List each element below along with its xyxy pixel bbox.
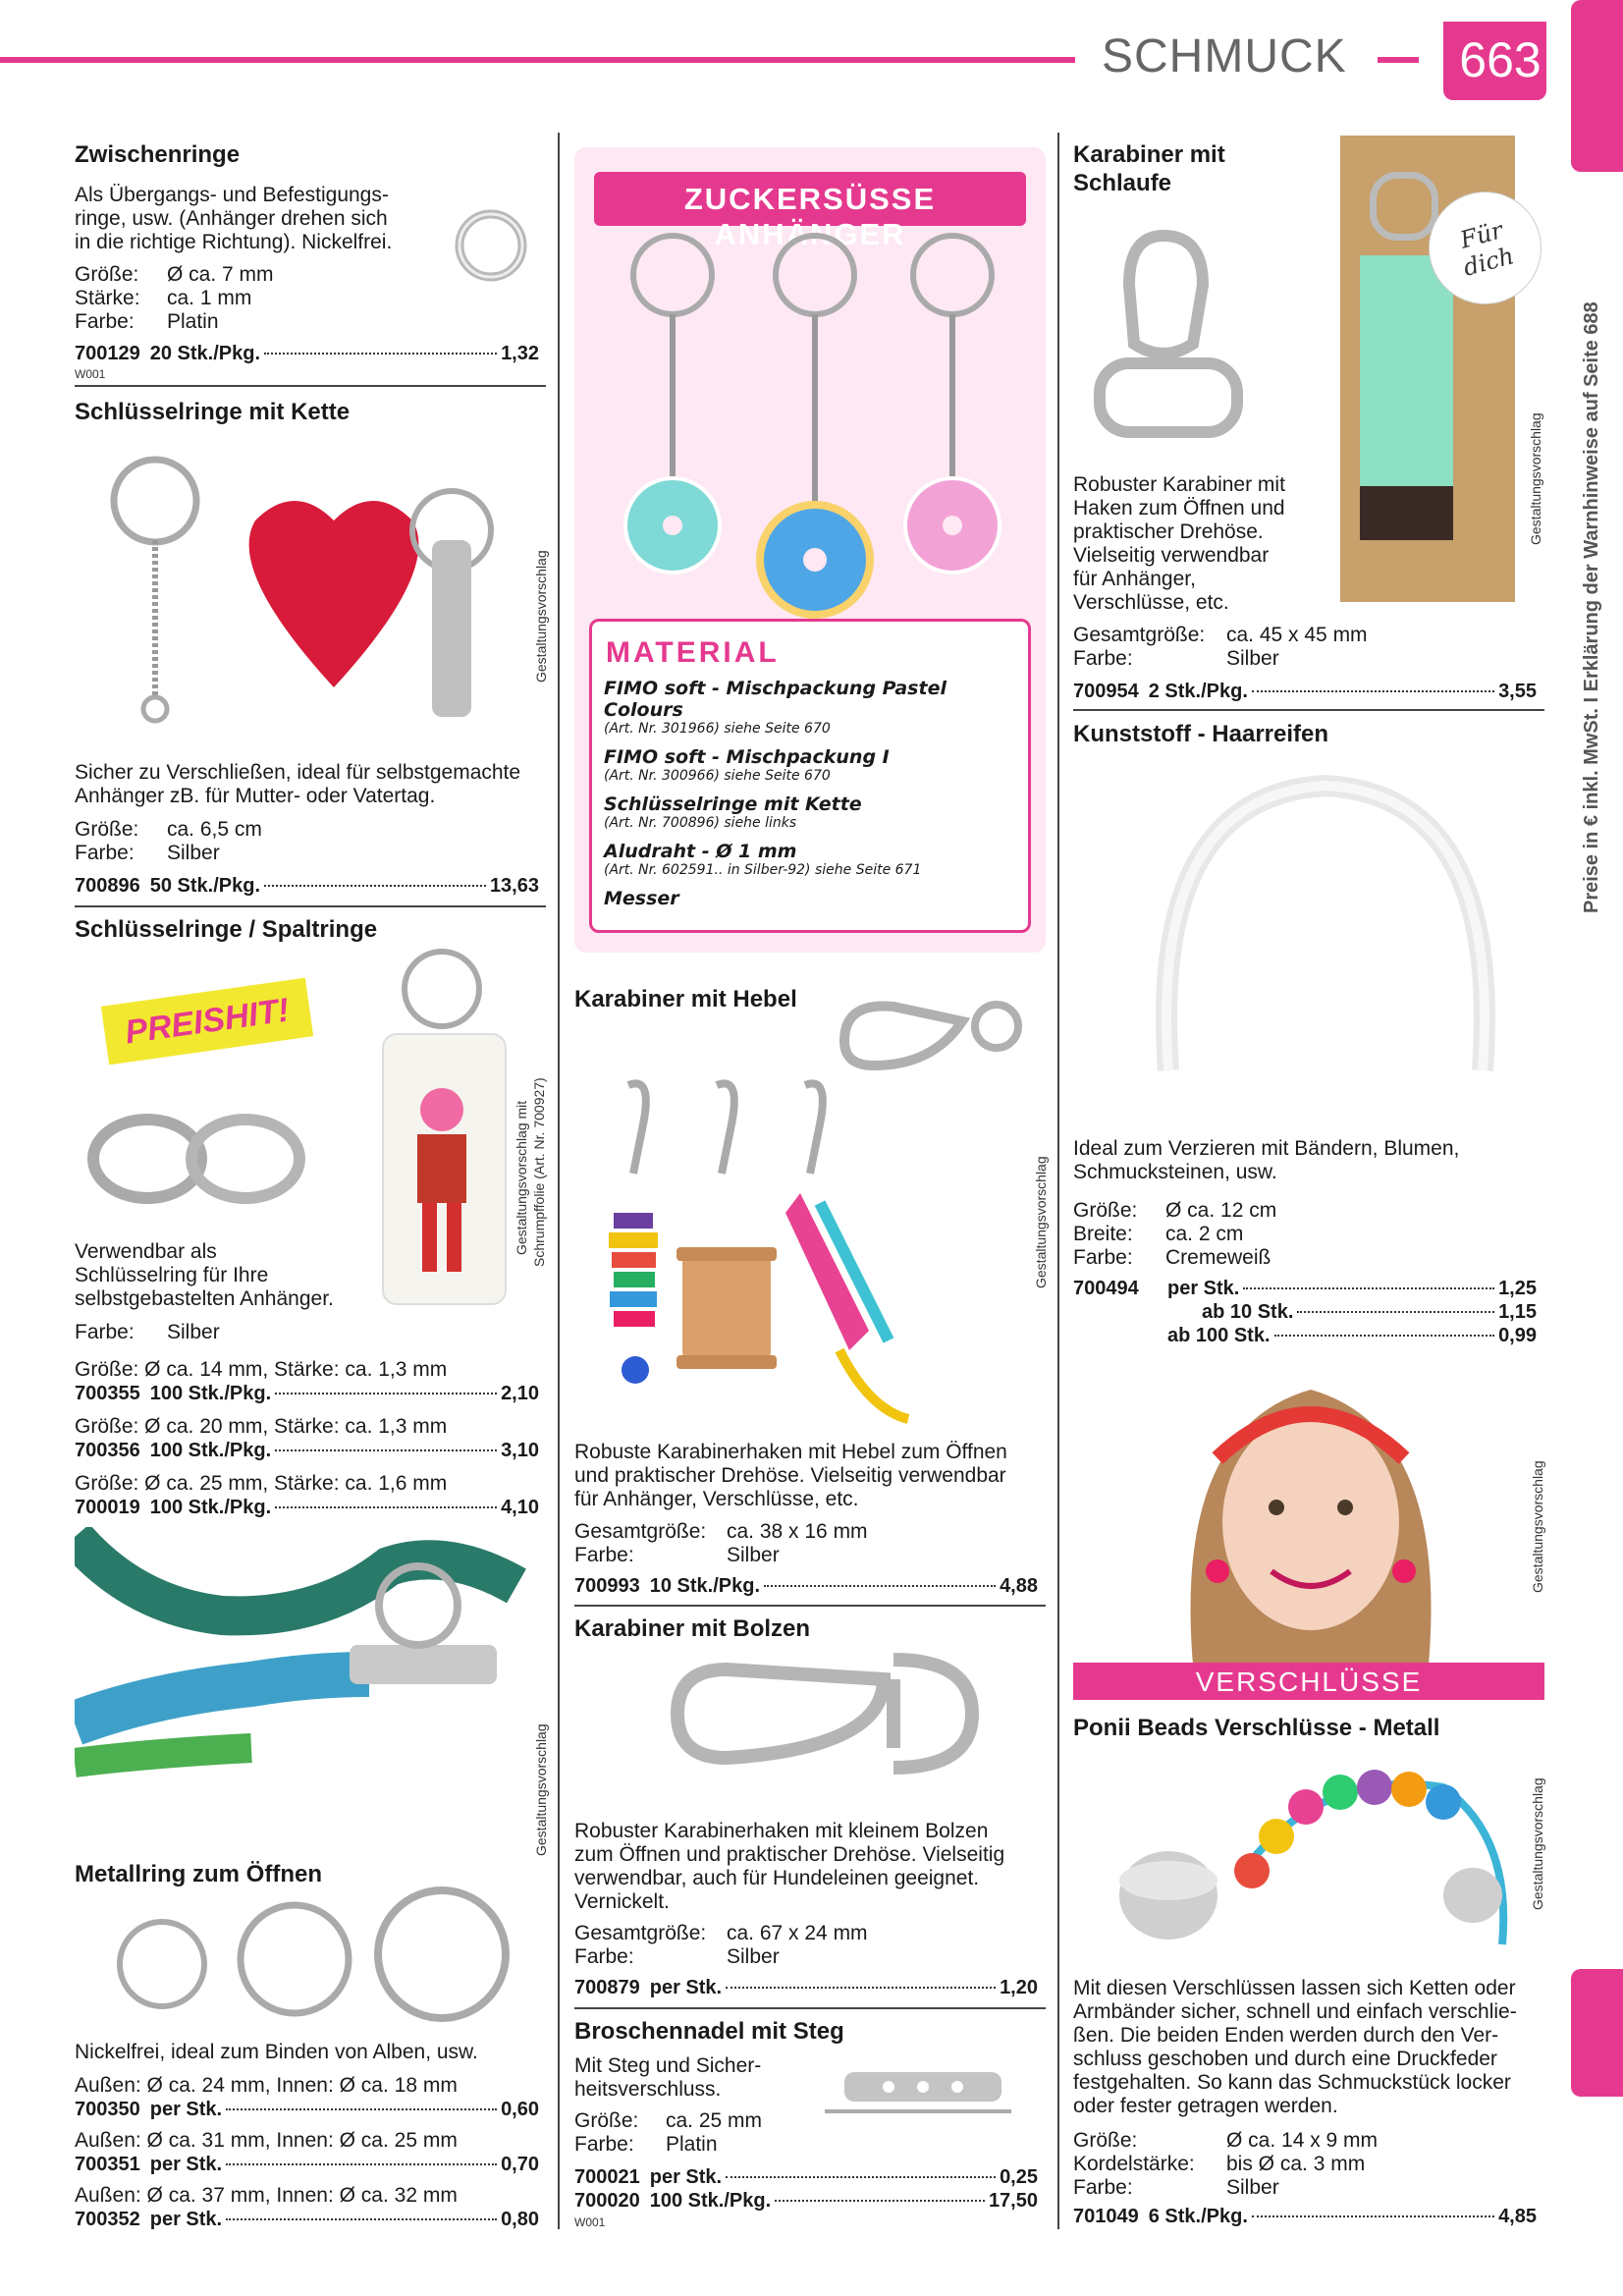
order-qty: 100 Stk./Pkg. — [149, 1440, 272, 1461]
order-row — [574, 2165, 1038, 2189]
leader-dots — [764, 1585, 996, 1587]
section-title: SCHMUCK — [1102, 30, 1347, 82]
order-price: 0,25 — [1000, 2166, 1038, 2188]
article-number: 700021 — [574, 2166, 640, 2188]
spec-label: Farbe: — [574, 1945, 634, 1968]
order-qty: 2 Stk./Pkg. — [1148, 681, 1248, 702]
leather-end — [1360, 486, 1453, 540]
zwischenringe-title: Zwischenringe — [75, 141, 241, 168]
spec-value: Ø ca. 7 mm — [167, 263, 274, 286]
article-number: 700993 — [574, 1575, 640, 1597]
keyring-chain-image — [98, 442, 530, 737]
girl-hairband-photo — [1173, 1350, 1448, 1665]
zwischenringe-desc: Als Übergangs- und Befestigungs- ringe, usw. (Anhänger drehen sich in die richtige Richtung). Nickelfrei. — [75, 184, 393, 253]
order-row — [1073, 1324, 1537, 1347]
metallring-title: Metallring zum Öffnen — [75, 1861, 322, 1887]
spaltringe-title: Schlüsselringe / Spaltringe — [75, 916, 378, 943]
article-number: 700494 — [1073, 1278, 1139, 1299]
article-number: 700355 — [75, 1383, 140, 1404]
spec-label: Breite: — [1073, 1223, 1133, 1245]
bead-clasp-image — [1080, 1748, 1532, 1984]
spec-value: ca. 67 x 24 mm — [727, 1922, 868, 1944]
material-ref: (Art. Nr. 700896) siehe links — [604, 815, 797, 831]
article-number: 700129 — [75, 343, 140, 364]
leader-dots — [226, 2163, 497, 2165]
divider — [75, 385, 546, 387]
order-qty: per Stk. — [649, 2166, 723, 2188]
order-price: 0,99 — [1498, 1325, 1537, 1346]
leader-dots — [226, 2108, 497, 2110]
spec-value: Cremeweiß — [1165, 1246, 1271, 1269]
spaltringe-variants — [75, 1358, 539, 1519]
order-qty: 100 Stk./Pkg. — [149, 1497, 272, 1518]
haarreifen-orders — [1073, 1277, 1537, 1347]
spec-label: Farbe: — [75, 1321, 135, 1343]
spec-label: Gesamtgröße: — [1073, 624, 1206, 646]
header-rule-right — [1378, 57, 1419, 63]
leader-dots — [726, 2176, 996, 2178]
spec-label: Farbe: — [75, 842, 135, 864]
hebel-desc: Robuste Karabinerhaken mit Hebel zum Öffnen und praktischer Drehöse. Vielseitig verwendbar für Anhänger, Verschlüsse, etc. — [574, 1441, 1007, 1510]
crochet-strip — [1360, 255, 1453, 491]
spaltringe-vlabel-bottom: Gestaltungsvorschlag — [533, 1723, 549, 1856]
article-number: 700896 — [75, 875, 140, 897]
order-qty: per Stk. — [149, 2154, 223, 2175]
order-price: 1,20 — [1000, 1977, 1038, 1998]
spec-value: bis Ø ca. 3 mm — [1226, 2153, 1366, 2175]
material-name: Schlüsselringe mit Kette — [604, 793, 862, 815]
schlaufe-specs — [1073, 624, 1368, 671]
order-qty: 100 Stk./Pkg. — [149, 1383, 272, 1404]
order-qty: per Stk. — [1167, 1278, 1240, 1299]
spec-label: Kordelstärke: — [1073, 2153, 1195, 2175]
leader-dots — [1274, 1335, 1495, 1337]
spec-value: Silber — [727, 1945, 780, 1968]
leader-dots — [226, 2218, 497, 2220]
order-price: 0,80 — [501, 2209, 539, 2230]
order-qty: 6 Stk./Pkg. — [1148, 2206, 1248, 2227]
order-price: 3,55 — [1498, 681, 1537, 702]
order-qty: 20 Stk./Pkg. — [149, 343, 261, 364]
schlaufe-desc: Robuster Karabiner mit Haken zum Öffnen und praktischer Drehöse. Vielseitig verwendbar für Anhänger, Verschlüsse, etc. — [1073, 473, 1285, 614]
variant-order — [75, 2098, 539, 2121]
order-price: 1,25 — [1498, 1278, 1537, 1299]
spec-label: Farbe: — [574, 2133, 634, 2156]
spec-value: ca. 2 cm — [1165, 1223, 1244, 1245]
material-item — [604, 888, 1026, 909]
spec-label: Farbe: — [1073, 647, 1133, 670]
spec-label: Gesamtgröße: — [574, 1520, 707, 1543]
column-rule-1 — [558, 133, 560, 2229]
leader-dots — [275, 1506, 497, 1508]
leader-dots — [1252, 690, 1494, 692]
leader-dots — [264, 353, 497, 355]
spec-value: ca. 45 x 45 mm — [1226, 624, 1368, 646]
zwischenringe-order — [75, 342, 539, 365]
order-price: 0,60 — [501, 2099, 539, 2120]
hebel-vlabel: Gestaltungsvorschlag — [1033, 1156, 1049, 1288]
hairband-image — [1129, 756, 1522, 1080]
material-ref: (Art. Nr. 602591.. in Silber-92) siehe Seite 671 — [604, 862, 922, 878]
order-price: 1,15 — [1498, 1301, 1537, 1323]
variant-spec: Außen: Ø ca. 24 mm, Innen: Ø ca. 18 mm — [75, 2074, 458, 2097]
split-rings-image — [83, 1105, 319, 1213]
side-tab-top — [1571, 0, 1623, 172]
preishit-text: PREISHIT! — [123, 991, 292, 1052]
bolzen-desc: Robuster Karabinerhaken mit kleinem Bolzen zum Öffnen und praktischer Drehöse. Vielseitig verwendbar, auch für Hundeleinen geeignet. Vernickelt. — [574, 1820, 1005, 1913]
hebel-specs — [574, 1520, 868, 1567]
variant-spec: Größe: Ø ca. 14 mm, Stärke: ca. 1,3 mm — [75, 1358, 448, 1381]
spec-label: Gesamtgröße: — [574, 1922, 707, 1944]
material-item — [604, 793, 1026, 831]
variant-order — [75, 1439, 539, 1462]
material-name: Aludraht - Ø 1 mm — [604, 841, 797, 862]
material-ref: (Art. Nr. 301966) siehe Seite 670 — [604, 721, 831, 737]
material-item — [604, 746, 1026, 784]
jump-ring-image — [447, 201, 535, 290]
spaltringe-farbe — [75, 1321, 220, 1344]
article-number: 700356 — [75, 1440, 140, 1461]
spaltringe-vlabel-2: Schrumpffolie (Art. Nr. 700927) — [531, 1077, 547, 1267]
variant-spec: Außen: Ø ca. 37 mm, Innen: Ø ca. 32 mm — [75, 2184, 458, 2207]
schlaufe-vlabel: Gestaltungsvorschlag — [1528, 412, 1543, 545]
divider — [75, 905, 546, 907]
brosche-desc: Mit Steg und Sicher- heitsverschluss. — [574, 2054, 762, 2101]
bolzen-title: Karabiner mit Bolzen — [574, 1615, 811, 1642]
order-price: 13,63 — [489, 875, 539, 897]
promo-title: ZUCKERSÜSSE ANHÄNGER — [683, 182, 937, 251]
spec-label: Farbe: — [1073, 1246, 1133, 1269]
order-price: 4,10 — [501, 1497, 539, 1518]
header-rule-left — [0, 57, 1075, 63]
bolzen-specs — [574, 1922, 868, 1969]
article-number: 700020 — [574, 2190, 640, 2212]
kette-order — [75, 874, 539, 898]
haarreifen-title: Kunststoff - Haarreifen — [1073, 721, 1329, 747]
spec-label: Größe: — [1073, 1199, 1138, 1222]
verschluesse-order — [1073, 2205, 1537, 2228]
verschluesse-band-text: VERSCHLÜSSE — [1195, 1667, 1423, 1697]
schlaufe-order — [1073, 680, 1537, 703]
order-price: 1,32 — [501, 343, 539, 364]
order-price: 4,85 — [1498, 2206, 1537, 2227]
spec-label: Größe: — [75, 263, 139, 286]
order-qty: 10 Stk./Pkg. — [649, 1575, 761, 1597]
material-name: FIMO soft - Mischpackung I — [604, 746, 890, 768]
kette-vlabel: Gestaltungsvorschlag — [533, 550, 549, 683]
order-row — [574, 2189, 1038, 2213]
spec-value: Platin — [167, 310, 219, 333]
order-qty: per Stk. — [149, 2209, 223, 2230]
spec-value: ca. 1 mm — [167, 287, 252, 309]
haarreifen-specs — [1073, 1199, 1276, 1270]
spec-label: Farbe: — [1073, 2176, 1133, 2199]
material-item — [604, 678, 1026, 737]
variant-order — [75, 2208, 539, 2231]
brosche-specs — [574, 2109, 762, 2157]
zwischenringe-specs — [75, 263, 274, 334]
variant-order — [75, 2153, 539, 2176]
side-tab-bottom — [1571, 1969, 1623, 2097]
spec-value: Ø ca. 12 cm — [1165, 1199, 1277, 1222]
side-note: Preise in € inkl. MwSt. I Erklärung der Warnhinweise auf Seite 688 — [1581, 301, 1602, 913]
order-qty: ab 10 Stk. — [1202, 1301, 1294, 1323]
leader-dots — [775, 2200, 985, 2202]
kette-specs — [75, 818, 262, 865]
bolzen-order — [574, 1976, 1038, 1999]
spec-value: Platin — [666, 2133, 718, 2156]
order-qty: per Stk. — [149, 2099, 223, 2120]
haarreifen-desc: Ideal zum Verzieren mit Bändern, Blumen, Schmucksteinen, usw. — [1073, 1137, 1460, 1183]
spec-label: Größe: — [1073, 2129, 1138, 2152]
spec-value: Ø ca. 14 x 9 mm — [1226, 2129, 1379, 2152]
clasp-on-card — [1370, 172, 1438, 241]
hebel-order — [574, 1574, 1038, 1598]
article-number: 700350 — [75, 2099, 140, 2120]
spec-label: Farbe: — [75, 310, 135, 333]
article-number: 700351 — [75, 2154, 140, 2175]
swivel-clasp-image — [1085, 226, 1252, 442]
material-list — [604, 678, 1026, 909]
order-qty: 50 Stk./Pkg. — [149, 875, 261, 897]
order-row — [1073, 1277, 1537, 1300]
article-number: 700019 — [75, 1497, 140, 1518]
lever-clasp-examples-image — [574, 1066, 1036, 1439]
spec-value: Silber — [1226, 2176, 1279, 2199]
spaltringe-vlabel-1: Gestaltungsvorschlag mit — [514, 1100, 529, 1255]
order-price: 17,50 — [988, 2190, 1038, 2212]
metallring-desc: Nickelfrei, ideal zum Binden von Alben, usw. — [75, 2041, 478, 2063]
verschluesse-desc: Mit diesen Verschlüssen lassen sich Ketten oder Armbänder sicher, schnell und einfach verschlie- ßen. Die beiden Enden werden durch den Ver- schluss geschoben und durch eine Druckfeder festgehalten. So kann das Schmuckstück locker oder fester getragen werden. — [1073, 1977, 1517, 2117]
spec-value: ca. 6,5 cm — [167, 818, 262, 841]
haarreifen-vlabel: Gestaltungsvorschlag — [1530, 1460, 1545, 1593]
variant-order — [75, 1382, 539, 1405]
spec-label: Größe: — [574, 2109, 639, 2132]
material-item — [604, 841, 1026, 878]
divider — [574, 1605, 1046, 1607]
zwischenringe-code: W001 — [75, 367, 106, 381]
material-ref: (Art. Nr. 300966) siehe Seite 670 — [604, 768, 831, 784]
variant-spec: Größe: Ø ca. 25 mm, Stärke: ca. 1,6 mm — [75, 1472, 448, 1495]
verschluesse-title: Ponii Beads Verschlüsse - Metall — [1073, 1715, 1440, 1741]
page-number: 663 — [1459, 32, 1542, 87]
article-number: 700879 — [574, 1977, 640, 1998]
spec-value: Silber — [167, 842, 220, 864]
material-heading: MATERIAL — [606, 636, 780, 669]
spec-value: Silber — [1226, 647, 1279, 670]
divider — [1073, 709, 1544, 711]
spec-value: Silber — [167, 1321, 220, 1343]
verschluesse-specs — [1073, 2129, 1378, 2200]
order-price: 4,88 — [1000, 1575, 1038, 1597]
brooch-pin-image — [815, 2052, 1031, 2131]
leader-dots — [1297, 1311, 1494, 1313]
kette-title: Schlüsselringe mit Kette — [75, 399, 351, 425]
gift-tag-text: Für dich — [1457, 216, 1517, 282]
material-name: Messer — [604, 888, 679, 909]
spec-value: ca. 38 x 16 mm — [727, 1520, 868, 1543]
donut-keychains-image — [609, 231, 1021, 624]
column-rule-2 — [1057, 133, 1059, 2229]
variant-order — [75, 1496, 539, 1519]
brosche-title: Broschennadel mit Steg — [574, 2018, 844, 2045]
leader-dots — [275, 1393, 497, 1394]
divider — [574, 2007, 1046, 2009]
order-row — [1073, 1300, 1537, 1324]
leader-dots — [1243, 1287, 1494, 1289]
spaltringe-desc: Verwendbar als Schlüsselring für Ihre selbstgebastelten Anhänger. — [75, 1240, 334, 1310]
brosche-code: W001 — [574, 2215, 606, 2229]
leader-dots — [275, 1449, 497, 1451]
metal-rings-image — [108, 1886, 520, 2023]
schlaufe-title: Karabiner mit Schlaufe — [1073, 141, 1225, 196]
metallring-variants — [75, 2074, 539, 2231]
order-price: 3,10 — [501, 1440, 539, 1461]
kette-desc: Sicher zu Verschließen, ideal für selbstgemachte Anhänger zB. für Mutter- oder Vatertag. — [75, 761, 521, 807]
verschluesse-vlabel: Gestaltungsvorschlag — [1530, 1777, 1545, 1910]
article-number: 700352 — [75, 2209, 140, 2230]
order-price: 0,70 — [501, 2154, 539, 2175]
article-number: 701049 — [1073, 2206, 1139, 2227]
article-number: 700954 — [1073, 681, 1139, 702]
macrame-keychain-image — [75, 1527, 536, 1822]
bolt-snap-image — [638, 1640, 992, 1787]
material-name: FIMO soft - Mischpackung Pastel Colours — [604, 678, 947, 721]
order-qty: ab 100 Stk. — [1167, 1325, 1271, 1346]
spec-value: Silber — [727, 1544, 780, 1566]
spec-label: Stärke: — [75, 287, 140, 309]
leader-dots — [1252, 2215, 1494, 2217]
hebel-title: Karabiner mit Hebel — [574, 986, 797, 1012]
brosche-orders — [574, 2165, 1038, 2213]
order-qty: per Stk. — [649, 1977, 723, 1998]
order-price: 2,10 — [501, 1383, 539, 1404]
leader-dots — [264, 885, 486, 887]
preishit-badge — [101, 978, 313, 1066]
spec-label: Farbe: — [574, 1544, 634, 1566]
variant-spec: Größe: Ø ca. 20 mm, Stärke: ca. 1,3 mm — [75, 1415, 448, 1438]
spec-label: Größe: — [75, 818, 139, 841]
leader-dots — [726, 1987, 996, 1989]
variant-spec: Außen: Ø ca. 31 mm, Innen: Ø ca. 25 mm — [75, 2129, 458, 2152]
order-qty: 100 Stk./Pkg. — [649, 2190, 772, 2212]
spec-value: ca. 25 mm — [666, 2109, 763, 2132]
